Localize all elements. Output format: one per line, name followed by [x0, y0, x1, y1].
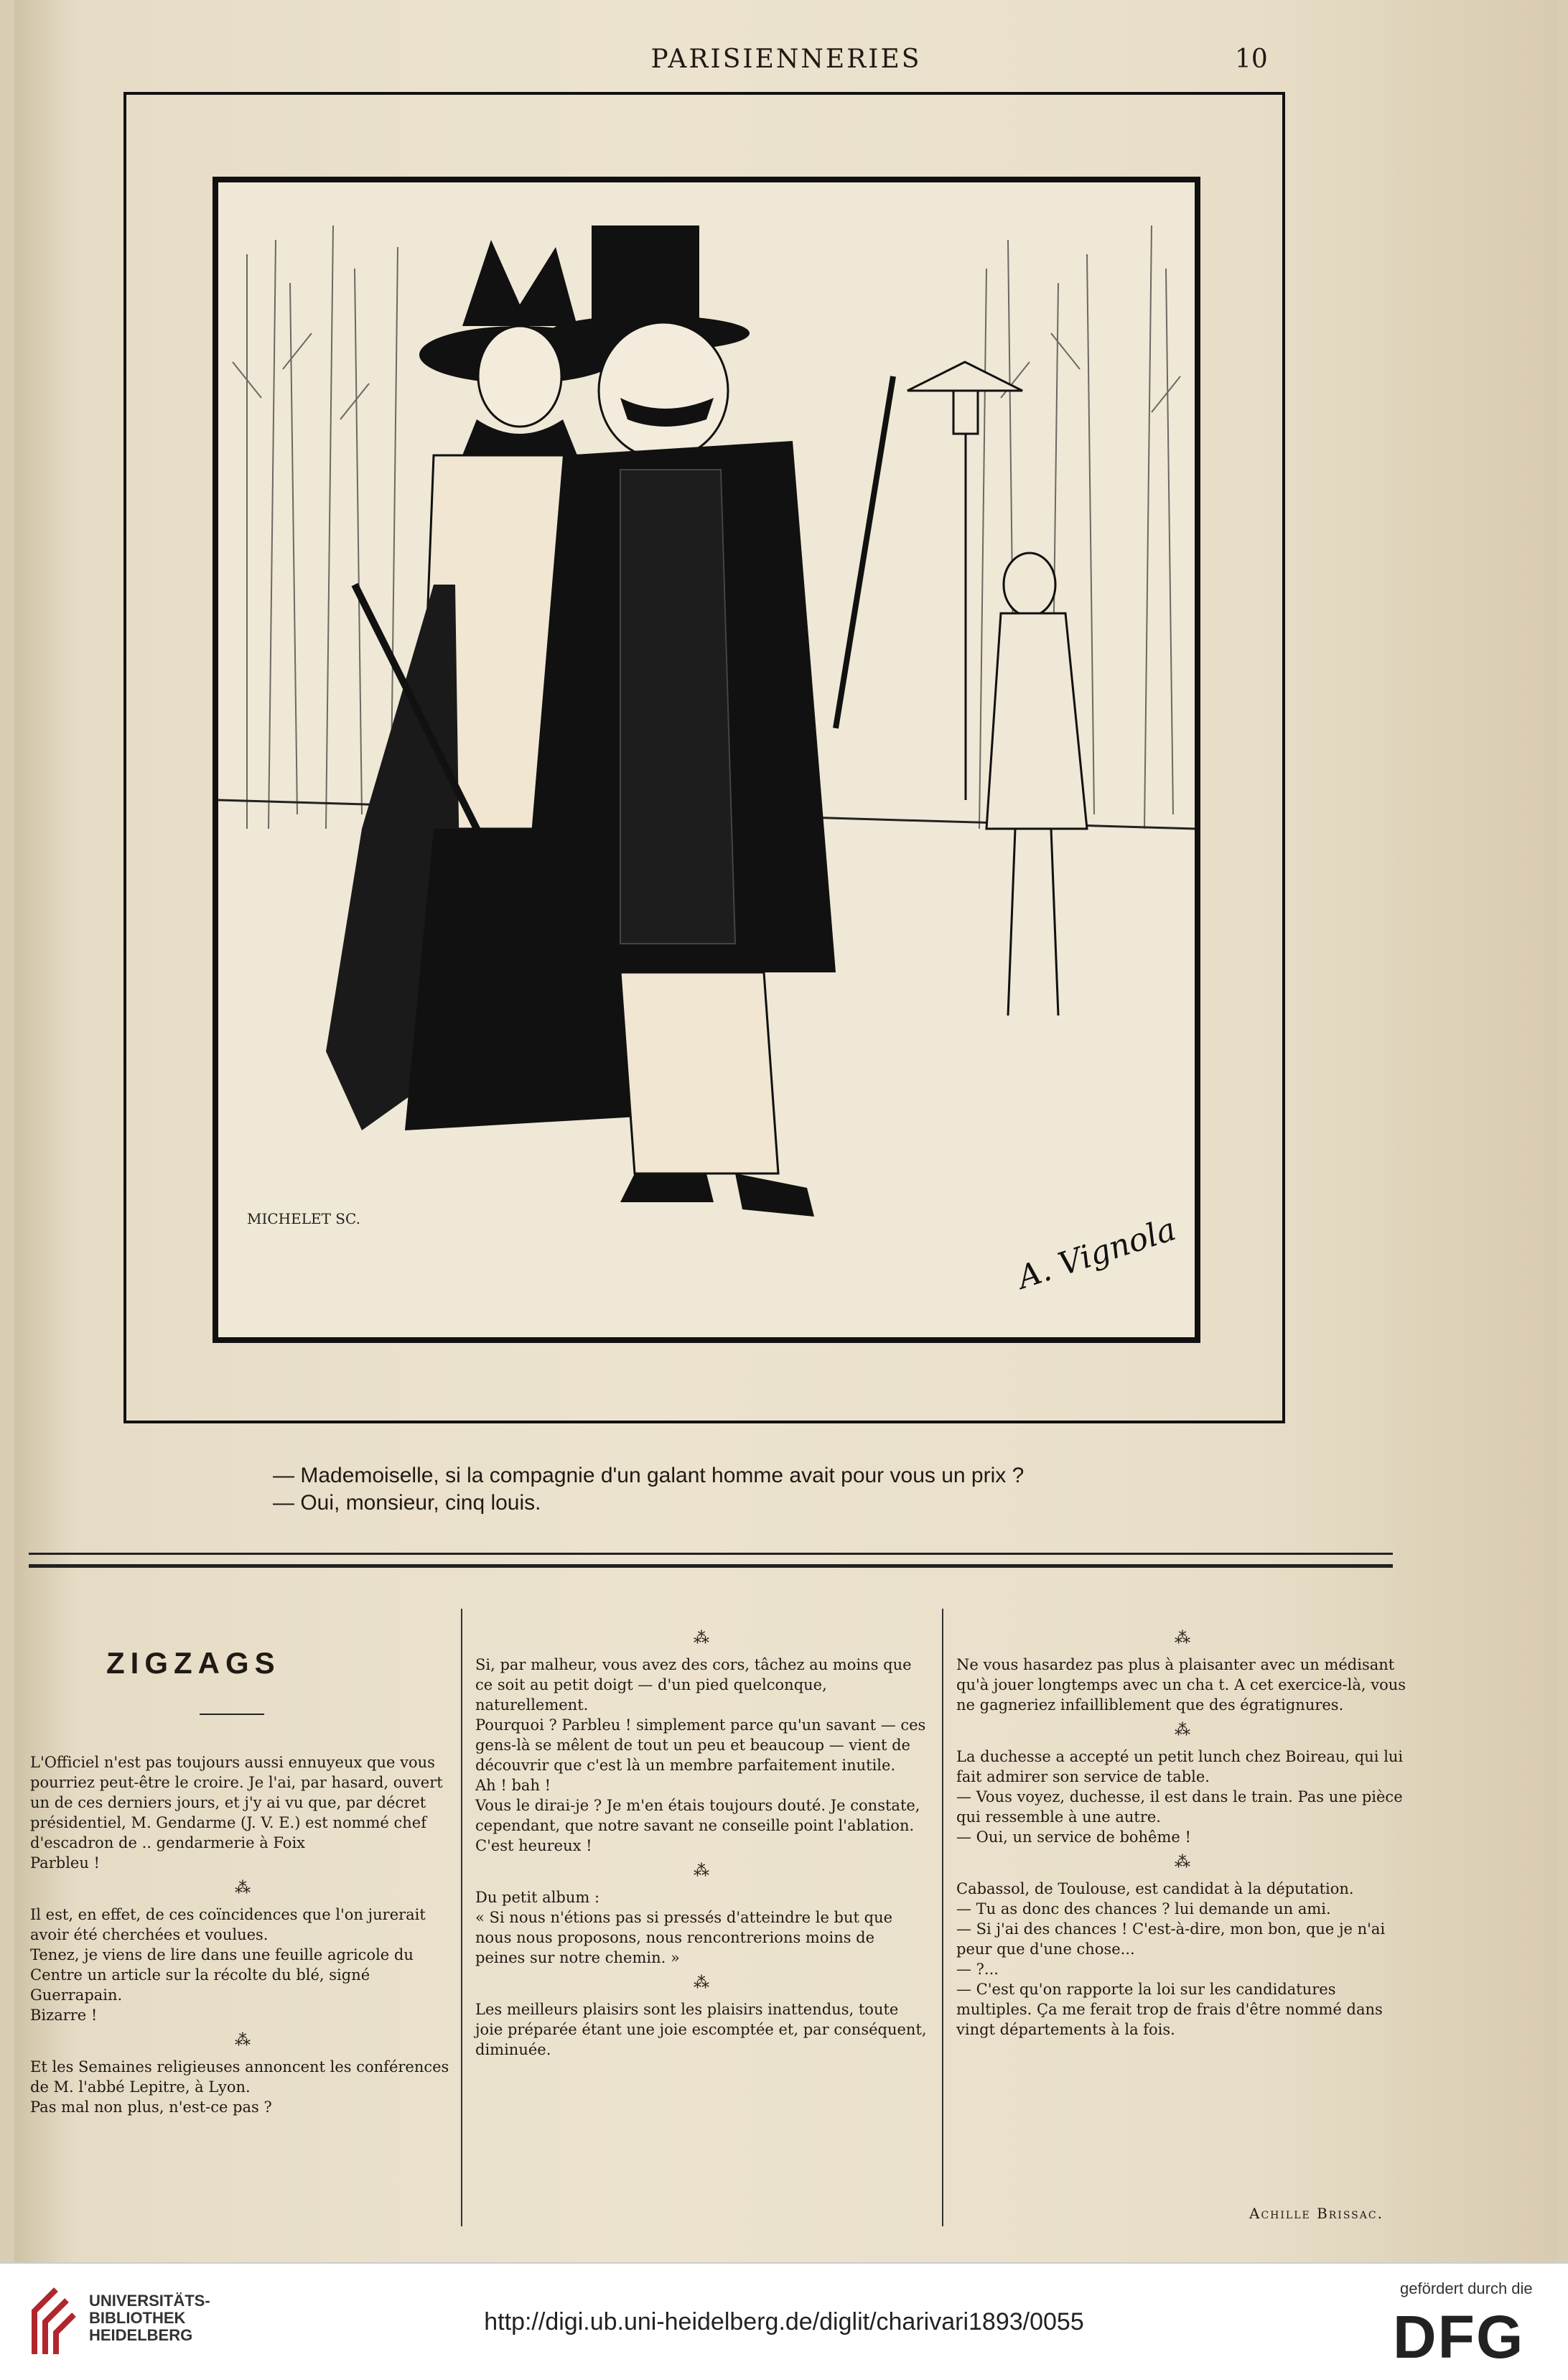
artist-signature: A. Vignola — [1013, 1211, 1180, 1297]
paragraph: Vous le dirai-je ? Je m'en étais toujours douté. Je constate, cependant, que notre savant ne conseille point l'ablation. — [475, 1797, 920, 1834]
paragraph: Pourquoi ? Parbleu ! simplement parce qu'un savant — ces gens-là se mêlent de tout un peu et beaucoup — vient de découvrir que c'est là un membre parfaitement inutile. — [475, 1716, 926, 1774]
paragraph: Il est, en effet, de ces coïncidences que l'on jurerait avoir été cherchées et voulues. — [30, 1906, 426, 1943]
illustration-caption — [273, 1462, 1024, 1517]
paragraph: Cabassol, de Toulouse, est candidat à la députation. — [956, 1880, 1354, 1897]
caption-line-1: — Mademoiselle, si la compagnie d'un galant homme avait pour vous un prix ? — [273, 1464, 1025, 1487]
paragraph: — ?... — [956, 1961, 999, 1978]
engraver-mark: MICHELET SC. — [247, 1210, 360, 1227]
column-divider — [942, 1609, 943, 2226]
section-title: ZIGZAGS — [106, 1646, 281, 1680]
paragraph: Ne vous hasardez pas plus à plaisanter avec un médisant qu'à jouer longtemps avec un cha t. A cet exercice-là, vous ne gagneriez infailliblement que des égratignures. — [956, 1656, 1406, 1714]
column-middle — [475, 1623, 928, 2060]
illustration — [213, 177, 1200, 1343]
paragraph: C'est heureux ! — [475, 1837, 592, 1854]
newspaper-page — [14, 0, 1558, 2262]
separator: ⁂ — [1175, 1721, 1190, 1739]
divider-rule-thick — [29, 1564, 1393, 1568]
paragraph: Si, par malheur, vous avez des cors, tâchez au moins que ce soit au petit doigt — d'un pied quelconque, naturellement. — [475, 1656, 912, 1714]
paragraph: Pas mal non plus, n'est-ce pas ? — [30, 2098, 272, 2116]
paragraph: Parbleu ! — [30, 1854, 100, 1872]
permalink-url[interactable]: http://digi.ub.uni-heidelberg.de/diglit/charivari1893/0055 — [484, 2308, 1084, 2335]
background-figure — [986, 553, 1087, 1015]
dfg-logo[interactable]: DFG — [1393, 2303, 1525, 2371]
page-header-title: PARISIENNERIES — [650, 45, 922, 74]
paragraph: — Oui, un service de bohême ! — [956, 1828, 1191, 1846]
separator: ⁂ — [235, 2032, 251, 2050]
separator: ⁂ — [1175, 1630, 1190, 1647]
paragraph: — Vous voyez, duchesse, il est dans le train. Pas une pièce qui ressemble à une autre. — [956, 1788, 1403, 1826]
title-underline — [200, 1714, 264, 1715]
author-signature: Achille Brissac. — [1249, 2205, 1383, 2222]
caption-line-2: — Oui, monsieur, cinq louis. — [273, 1491, 541, 1515]
separator: ⁂ — [694, 1630, 709, 1647]
paragraph: Tenez, je viens de lire dans une feuille agricole du Centre un article sur la récolte du blé, signé Guerrapain. — [30, 1946, 414, 2004]
paragraph: Du petit album : — [475, 1889, 600, 1906]
column-right — [956, 1623, 1409, 2040]
paragraph: Et les Semaines religieuses annoncent les conférences de M. l'abbé Lepitre, à Lyon. — [30, 2058, 449, 2096]
column-divider — [461, 1609, 462, 2226]
separator: ⁂ — [235, 1879, 251, 1897]
library-name[interactable]: UNIVERSITÄTS- BIBLIOTHEK HEIDELBERG — [89, 2292, 210, 2344]
page-number: 10 — [1235, 45, 1268, 74]
paragraph: Les meilleurs plaisirs sont les plaisirs inattendus, toute joie préparée étant une joie escomptée et, par conséquent, diminuée. — [475, 2001, 927, 2058]
funding-note: gefördert durch die — [1400, 2279, 1533, 2297]
illustration-drawing — [218, 182, 1195, 1337]
paragraph: L'Officiel n'est pas toujours aussi ennuyeux que vous pourriez peut-être le croire. Je l'ai, par hasard, ouvert un de ces derniers jours, et j'y ai vu que, par décret présidentiel, M. Gendarme (J. V. E.) est nommé chef d'escadron de .. gendarmerie à Foix — [30, 1754, 443, 1851]
viewer-footer — [0, 2262, 1568, 2380]
paragraph: « Si nous n'étions pas si pressés d'atteindre le but que nous nous proposons, nous rencontrerions moins de peines sur notre chemin. » — [475, 1909, 893, 1966]
divider-rule — [29, 1553, 1393, 1555]
paragraph: Bizarre ! — [30, 2007, 98, 2024]
separator: ⁂ — [1175, 1854, 1190, 1872]
paragraph: La duchesse a accepté un petit lunch chez Boireau, qui lui fait admirer son service de table. — [956, 1748, 1404, 1785]
paragraph: — Si j'ai des chances ! C'est-à-dire, mon bon, que je n'ai peur que d'une chose... — [956, 1920, 1386, 1958]
separator: ⁂ — [694, 1974, 709, 1992]
paragraph: Ah ! bah ! — [475, 1777, 551, 1794]
separator: ⁂ — [694, 1862, 709, 1880]
paragraph: — Tu as donc des chances ? lui demande un ami. — [956, 1900, 1331, 1918]
column-left — [30, 1752, 455, 2117]
paragraph: — C'est qu'on rapporte la loi sur les candidatures multiples. Ça me ferait trop de frais d'être nommé dans vingt départements à la fois. — [956, 1981, 1383, 2038]
